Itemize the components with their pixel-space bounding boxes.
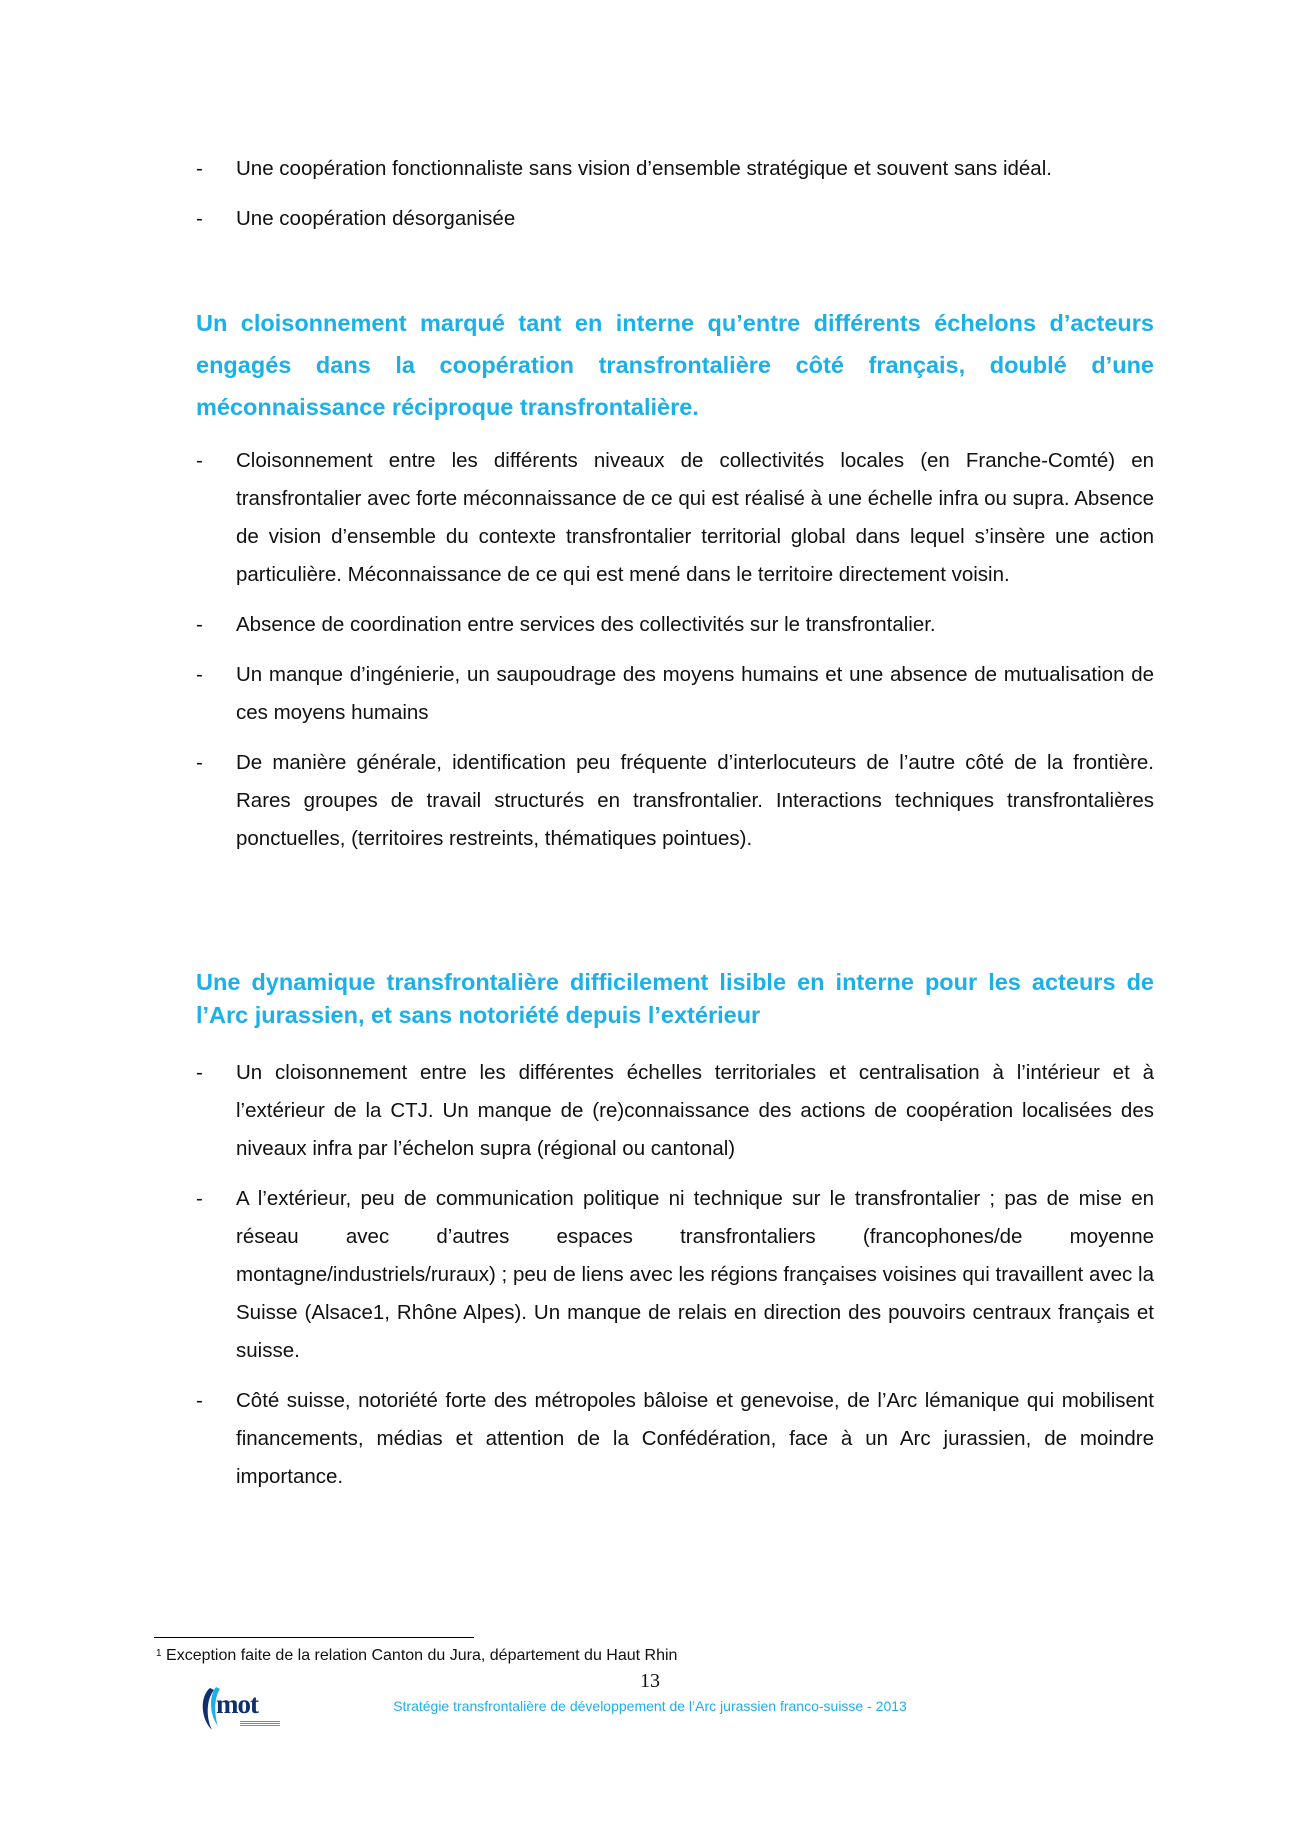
list-item-text: Une coopération désorganisée: [236, 207, 516, 230]
logo-wordmark: mot: [216, 1689, 258, 1719]
list-item-text: Côté suisse, notoriété forte des métropoles bâloise et genevoise, de l’Arc lémanique qui mobilisent financements, médias et attention de la Confédération, face à un Arc jurassien, de moindre importance.: [236, 1389, 1154, 1488]
footer-text: Stratégie transfrontalière de développement de l’Arc jurassien franco-suisse - 2013: [393, 1698, 907, 1714]
list-item-text: Cloisonnement entre les différents niveaux de collectivités locales (en Franche-Comté) en transfrontalier avec forte méconnaissance de ce qui est réalisé à une échelle infra ou supra. Absence de vision d’ensemble du contexte transfrontalier territorial global dans lequel s’insère une action particulière. Méconnaissance de ce qui est mené dans le territoire directement voisin.: [236, 449, 1154, 586]
bullet-marker: -: [196, 1389, 203, 1412]
bullet-marker: -: [196, 751, 203, 774]
bullet-marker: -: [196, 1061, 203, 1084]
bullet-list-dynamique: [196, 1054, 1154, 1508]
list-item: [196, 1180, 1154, 1370]
mot-logo-icon: [196, 1684, 286, 1736]
list-item: [196, 1054, 1154, 1168]
list-item-text: Une coopération fonctionnaliste sans vision d’ensemble stratégique et souvent sans idéal.: [236, 157, 1052, 180]
bullet-marker: -: [196, 613, 203, 636]
list-item-text: De manière générale, identification peu fréquente d’interlocuteurs de l’autre côté de la frontière. Rares groupes de travail structurés en transfrontalier. Interactions techniques transfrontalières ponctuelles, (territoires restreints, thématiques pointues).: [236, 751, 1154, 850]
bullet-list-intro: [196, 150, 1154, 250]
list-item-text: A l’extérieur, peu de communication politique ni technique sur le transfrontalier ; pas de mise en réseau avec d’autres espaces transfrontaliers (francophones/de moyenne montagne/industriels/ruraux) ; peu de liens avec les régions françaises voisines qui travaillent avec la Suisse (Alsace1, Rhône Alpes). Un manque de relais en direction des pouvoirs centraux français et suisse.: [236, 1187, 1154, 1362]
list-item: [196, 150, 1154, 188]
logo-subtext-lines: [240, 1721, 280, 1729]
list-item-text: Un manque d’ingénierie, un saupoudrage des moyens humains et une absence de mutualisation de ces moyens humains: [236, 663, 1154, 724]
list-item-text: Absence de coordination entre services des collectivités sur le transfrontalier.: [236, 613, 936, 636]
footnote-divider: [154, 1637, 474, 1638]
list-item: [196, 744, 1154, 858]
list-item: [196, 1382, 1154, 1496]
page-number: 13: [640, 1670, 660, 1692]
list-item: [196, 606, 1154, 644]
list-item-text: Un cloisonnement entre les différentes échelles territoriales et centralisation à l’intérieur et à l’extérieur de la CTJ. Un manque de (re)connaissance des actions de coopération localisées des niveaux infra par l’échelon supra (régional ou cantonal): [236, 1061, 1154, 1160]
list-item: [196, 200, 1154, 238]
bullet-list-cloisonnement: [196, 442, 1154, 870]
footnote-number: 1: [156, 1648, 162, 1659]
list-item: [196, 442, 1154, 594]
footnote: [156, 1646, 677, 1666]
bullet-marker: -: [196, 663, 203, 686]
bullet-marker: -: [196, 207, 203, 230]
section-heading-cloisonnement: Un cloisonnement marqué tant en interne qu’entre différents échelons d’acteurs engagés dans la coopération transfrontalière côté français, doublé d’une méconnaissance réciproque transfrontalière.: [196, 310, 1154, 420]
bullet-marker: -: [196, 449, 203, 472]
bullet-marker: -: [196, 157, 203, 180]
section-heading-dynamique: Une dynamique transfrontalière difficilement lisible en interne pour les acteurs de l’Arc jurassien, et sans notoriété depuis l’extérieur: [196, 969, 1154, 1028]
footnote-text: Exception faite de la relation Canton du Jura, département du Haut Rhin: [166, 1647, 678, 1664]
list-item: [196, 656, 1154, 732]
bullet-marker: -: [196, 1187, 203, 1210]
